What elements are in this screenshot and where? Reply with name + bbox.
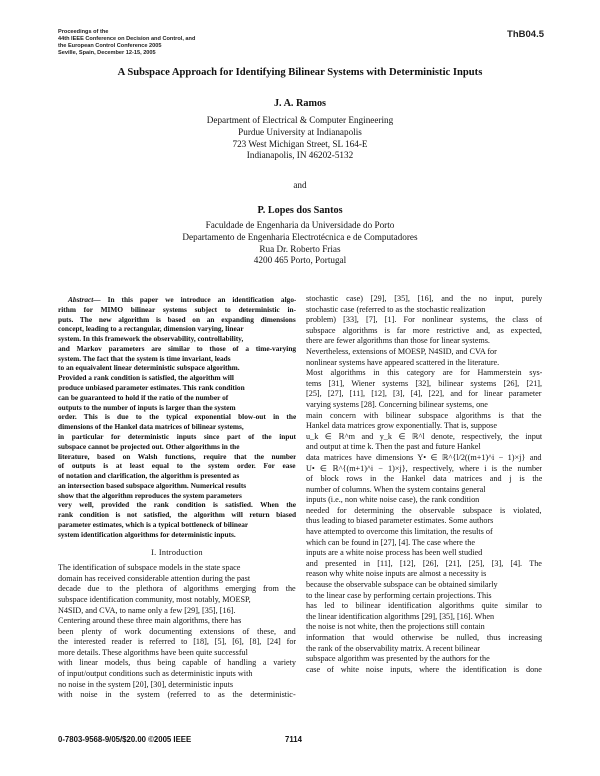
abstract-line: parameter estimates, which is a typical bottleneck of bilinear <box>58 519 249 529</box>
right-column-line: tems [31], Wiener systems [32], bilinear systems [26], [21], <box>306 378 542 388</box>
right-column-line: Hankel data matrices grow exponentially. That is, suppose <box>306 421 497 431</box>
author1-name: J. A. Ramos <box>273 98 327 109</box>
abstract-line: subspace cannot be projected out. Other algorithms in the <box>58 441 240 451</box>
right-column-line: case of white noise inputs, where the identification is done <box>306 664 542 674</box>
right-column-line: data matrices have dimensions Y• ∈ ℝ^{l/2((m+1)^i − 1)×j} and <box>306 452 542 462</box>
right-column-line: subspace algorithms is far more restrictive and, as expected, <box>306 325 542 335</box>
right-column-line: [25], [27], [11], [12], [3], [4], [22], and for linear parameter <box>306 389 542 399</box>
abstract-first-text: In this paper we introduce an identification algo- <box>107 295 296 304</box>
introduction-line: of input/output conditions such as deterministic inputs with <box>58 669 253 679</box>
author2-name: P. Lopes dos Santos <box>257 205 343 216</box>
proceedings-line: Proceedings of the <box>58 29 109 35</box>
right-column-body <box>306 294 542 675</box>
session-code: ThB04.5 <box>507 29 544 40</box>
right-column-line: problem) [33], [7], [1]. For nonlinear systems, the class of <box>306 315 542 325</box>
author1-affiliation-line: Purdue University at Indianapolis <box>238 126 362 137</box>
introduction-line: domain has received considerable attention during the past <box>58 573 251 583</box>
author2-block <box>60 204 540 267</box>
right-column-line: subspace algorithm was presented by the authors for the <box>306 654 490 664</box>
abstract-line: Provided a rank condition is satisfied, the algorithm will <box>58 373 234 383</box>
introduction-line: subspace identification community, most notably, MOESP, <box>58 594 251 604</box>
right-column-line: and presented in [11], [12], [26], [21], [25], [3], [4]. The <box>306 558 542 568</box>
abstract-body <box>58 305 296 540</box>
author2-affiliation-line: 4200 465 Porto, Portugal <box>253 255 347 266</box>
introduction-line: The identification of subspace models in the state space <box>58 563 241 573</box>
abstract <box>58 295 296 540</box>
right-column-line: have attempted to overcome this limitation, the results of <box>306 527 493 537</box>
abstract-line: concept, leading to a rectangular, dimension varying, linear <box>58 324 244 334</box>
right-column-line: inputs (i.e., non white noise case), the rank condition <box>306 495 480 505</box>
paper-title: A Subspace Approach for Identifying Bilinear Systems with Deterministic Inputs <box>117 67 483 78</box>
right-column-line: number of columns. When the system contains general <box>306 484 486 494</box>
right-column-line: reason why white noise inputs are almost a necessity is <box>306 569 487 579</box>
abstract-line: system. The fact that the system is time invariant, leads <box>58 353 231 363</box>
abstract-line: system. In this framework the observability, controllability, <box>58 334 244 344</box>
right-column-line: U• ∈ ℝ^{(m+1)^i − 1)×j}, respectively, where i is the number <box>306 463 542 473</box>
author1-affiliation-line: Indianapolis, IN 46202-5132 <box>246 150 354 161</box>
proceedings-header <box>58 29 195 57</box>
author2-affiliation-line: Rua Dr. Roberto Frias <box>259 243 341 254</box>
right-column-line: Most algorithms in this category are for Hammerstein sys- <box>306 368 542 378</box>
abstract-line: very well, provided the rank condition is satisfied. When the <box>58 500 296 510</box>
right-column-line: which can be found in [27], [4]. The case where the <box>306 537 475 547</box>
right-column-line: inputs are a white noise process has been well studied <box>306 548 483 558</box>
introduction-line: N4SID, and CVA, to name only a few [29], [35], [16]. <box>58 605 236 615</box>
introduction-line: with noise in the system (referred to as the deterministic- <box>58 690 296 700</box>
author2-affiliation-line: Departamento de Engenharia Electrotécnica e de Computadores <box>182 231 418 242</box>
introduction-line: with linear models, thus being capable of handling a variety <box>58 658 296 668</box>
right-column-line: main concern with bilinear subspace algorithms is that the <box>306 410 542 420</box>
right-column-line: needed for determining the observable subspace is violated, <box>306 505 542 515</box>
introduction-line: the interested reader is referred to [18], [5], [6], [8], [24] for <box>58 637 296 647</box>
introduction-heading: I. Introduction <box>151 547 203 557</box>
right-column-line: the rank of the observability matrix. A recent bilinear <box>306 643 480 653</box>
introduction-line: been plenty of work documenting extensions of these, and <box>58 626 296 636</box>
introduction-line: more details. These algorithms have been quite successful <box>58 647 248 657</box>
right-column-line: stochastic case (referred to as the stochastic realization <box>306 304 486 314</box>
author2-affiliation-line: Faculdade de Engenharia da Universidade do Porto <box>205 220 395 230</box>
abstract-line <box>58 295 296 305</box>
introduction-line: Centering around these three main algorithms, there has <box>58 616 242 626</box>
right-column-line: the linear identification algorithms [29], [35], [16]. When <box>306 611 495 621</box>
abstract-line: rank condition is not satisfied, the algorithm will return biased <box>58 510 296 520</box>
abstract-line: rithm for MIMO bilinear systems subject to deterministic in- <box>58 304 296 314</box>
abstract-line: produce unbiased parameter estimates. This rank condition <box>58 383 245 393</box>
author1-block <box>60 97 540 162</box>
right-column-line: nonlinear systems have appeared scattered in the literature. <box>306 357 500 367</box>
abstract-line: of outputs is at least equal to the system order. For ease <box>58 461 296 471</box>
right-column-line: thus leading to biased parameter estimates. Some authors <box>306 516 494 526</box>
right-column-line: u_k ∈ ℝ^m and y_k ∈ ℝ^l denote, respectively, the input <box>306 431 542 441</box>
abstract-line: outputs to the number of inputs is larger than the system <box>58 402 236 412</box>
abstract-line: in particular for deterministic inputs since part of the input <box>58 431 296 441</box>
proceedings-line: the European Control Conference 2005 <box>58 43 162 49</box>
abstract-line: order. This is due to the typical exponential blow-out in the <box>58 412 296 422</box>
abstract-line: and Markov parameters are similar to those of a time-varying <box>58 343 296 353</box>
abstract-line: to an equaivalent linear deterministic subspace algorithm. <box>58 363 240 373</box>
right-column-line: to the linear case by performing certain projections. This <box>306 590 492 600</box>
proceedings-line: Seville, Spain, December 12-15, 2005 <box>58 50 156 56</box>
isbn-copyright: 0-7803-9568-9/05/$20.00 ©2005 IEEE <box>58 735 192 744</box>
right-column-line: and output at time k. Then the past and future Hankel <box>306 442 481 452</box>
abstract-line: dimensions of the Hankel data matrices of bilinear systems, <box>58 422 244 432</box>
page-number: 7114 <box>285 735 302 744</box>
right-column-line: stochastic case) [29], [35], [16], and the no input, purely <box>306 294 542 303</box>
abstract-line: puts. The new algorithm is based on an expanding dimensions <box>58 314 296 324</box>
introduction-body <box>58 563 296 701</box>
right-column-line: has led to bilinear identification algorithms quite similar to <box>306 601 542 611</box>
abstract-line: can be guaranteed to hold if the ratio of the number of <box>58 392 229 402</box>
introduction-line: decade due to the plethora of algorithms emerging from the <box>58 584 296 594</box>
and-separator: and <box>293 180 307 190</box>
right-column-line: because the observable subspace can be obtained similarly <box>306 580 498 590</box>
abstract-line: show that the algorithm reproduces the system parameters <box>58 490 242 500</box>
author1-affiliation-line: 723 West Michigan Street, SL 164-E <box>232 138 368 149</box>
abstract-line: system identification algorithms for deterministic inputs. <box>58 529 236 539</box>
abstract-line: of notation and clarification, the algorithm is presented as <box>58 471 240 481</box>
right-column-line: information that would otherwise be nulled, thus increasing <box>306 633 542 642</box>
right-column-line: there are fewer algorithms than those for linear systems. <box>306 336 490 346</box>
abstract-line: an intersection based subspace algorithm. Numerical results <box>58 480 247 490</box>
right-column <box>306 294 542 675</box>
right-column-line: Nevertheless, extensions of MOESP, N4SID, and CVA for <box>306 346 497 356</box>
right-column-line: varying systems [28]. Concerning bilinear systems, one <box>306 399 488 409</box>
introduction-line: no noise in the system [20], [30], deterministic inputs <box>58 679 234 689</box>
author1-affiliation-line: Department of Electrical & Computer Engineering <box>206 115 394 125</box>
abstract-line: literature, based on Walsh functions, require that the number <box>58 451 296 461</box>
right-column-line: of block rows in the Hankel data matrices and j is the <box>306 474 542 484</box>
right-column-line: the noise is not white, then the projections still contain <box>306 622 485 632</box>
left-column <box>58 295 296 701</box>
abstract-label: Abstract— <box>68 295 101 304</box>
proceedings-line: 44th IEEE Conference on Decision and Control, and <box>58 36 196 42</box>
